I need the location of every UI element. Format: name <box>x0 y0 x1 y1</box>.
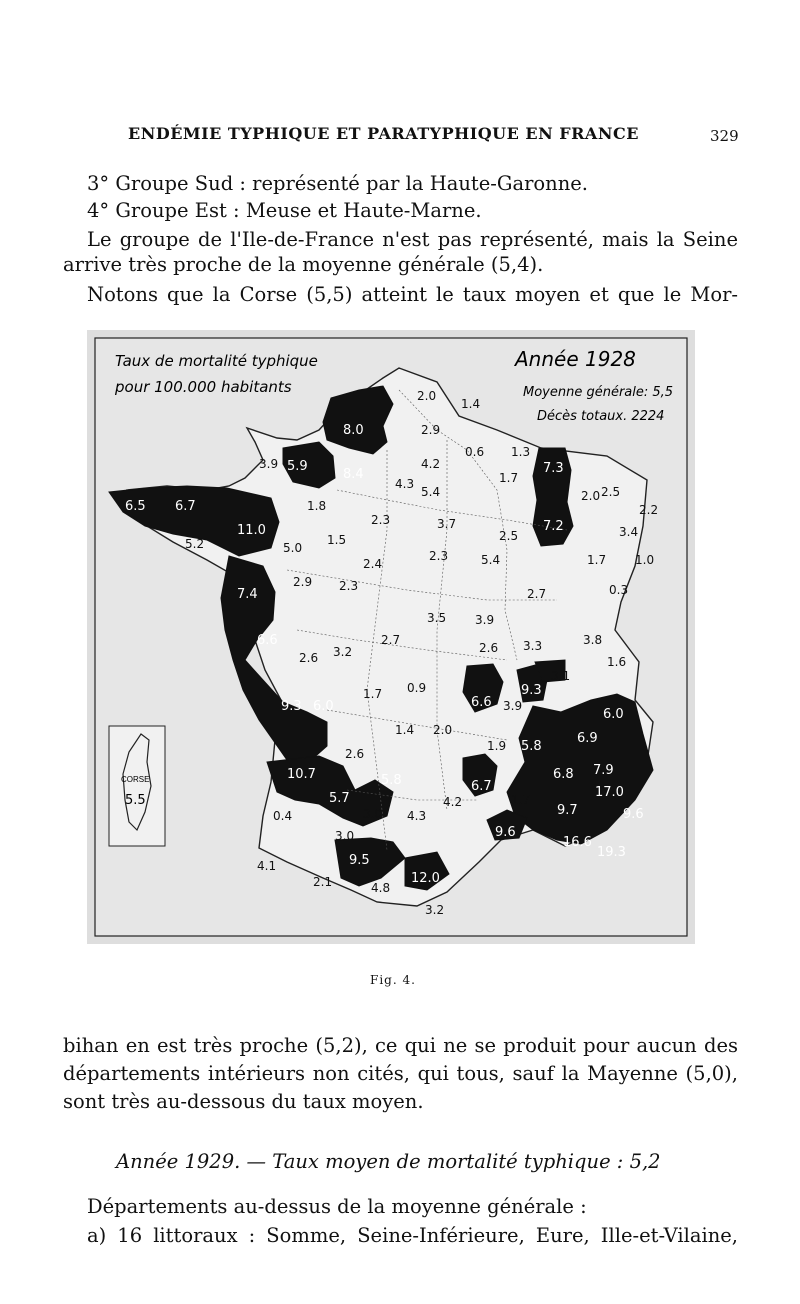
val-herault: 9.6 <box>495 825 516 840</box>
map-value-label: 2.3 <box>371 513 391 527</box>
val-cotes-du-nord: 6.7 <box>175 499 196 514</box>
map-value-label: 5.4 <box>421 485 441 499</box>
map-value-label: 2.0 <box>433 723 453 737</box>
map-value-label: 3.9 <box>259 457 279 471</box>
map-value-label: 0.6 <box>465 445 485 459</box>
map-title-line2: pour 100.000 habitants <box>115 378 292 396</box>
map-value-label: 1.5 <box>327 533 347 547</box>
map-value-label: 3.1 <box>551 669 571 683</box>
map-value-label: 3.5 <box>427 611 447 625</box>
map-value-label: 3.8 <box>583 633 603 647</box>
val-lot-et-garonne: 5.7 <box>329 791 350 806</box>
map-value-label: 3.2 <box>425 903 445 917</box>
map-value-label: 2.0 <box>417 389 437 403</box>
map-value-label: 2.3 <box>339 579 359 593</box>
map-value-label: 5.4 <box>481 553 501 567</box>
val-rhone: 9.3 <box>521 683 542 698</box>
map-title-line1: Taux de mortalité typhique <box>115 352 318 370</box>
val-aude: 12.0 <box>411 871 440 886</box>
map-value-label: 4.2 <box>421 457 441 471</box>
map-value-label: 2.6 <box>345 747 365 761</box>
map-value-label: 1.4 <box>461 397 481 411</box>
val-lot: 5.8 <box>381 773 402 788</box>
running-header: ENDÉMIE TYPHIQUE ET PARATYPHIQUE EN FRANCE <box>128 124 639 143</box>
val-gironde: 10.7 <box>287 767 316 782</box>
map-value-label: 1.8 <box>307 499 327 513</box>
map-value-label: 2.4 <box>363 557 383 571</box>
corse-label: CORSE <box>121 775 150 784</box>
val-vaucluse: 9.7 <box>557 803 578 818</box>
map-value-label: 0.3 <box>609 583 629 597</box>
val-calvados: 5.9 <box>287 459 308 474</box>
map-value-label: 4.3 <box>407 809 427 823</box>
map-value-label: 3.2 <box>333 645 353 659</box>
map-value-label: 4.1 <box>257 859 277 873</box>
val-hautes-alpes: 7.9 <box>593 763 614 778</box>
text-bottom-1: bihan en est très proche (5,2), ce qui ne se produit pour aucun des <box>63 1034 738 1057</box>
text-end-2: a) 16 littoraux : Somme, Seine-Inférieure, Eure, Ille-et-Vilaine, <box>87 1224 738 1247</box>
val-vendee: 6.6 <box>257 633 278 648</box>
map-value-label: 2.6 <box>299 651 319 665</box>
map-value-label: 3.0 <box>335 829 355 843</box>
map-value-label: 1.6 <box>607 655 627 669</box>
val-haute-garonne: 9.5 <box>349 853 370 868</box>
map-value-label: 3.4 <box>619 525 639 539</box>
map-value-label: 1.7 <box>511 793 531 807</box>
val-finistere: 6.5 <box>125 499 146 514</box>
text-bottom-2: départements intérieurs non cités, qui tous, sauf la Mayenne (5,0), <box>63 1062 738 1085</box>
val-seine-inferieure: 8.0 <box>343 423 364 438</box>
figure-caption: Fig. 4. <box>370 973 416 987</box>
val-isere: 6.9 <box>577 731 598 746</box>
map-value-label: 1.7 <box>499 471 519 485</box>
map-value-label: 5.0 <box>283 541 303 555</box>
text-line-3: Le groupe de l'Ile-de-France n'est pas représenté, mais la Seine <box>87 228 738 251</box>
val-drome: 6.8 <box>553 767 574 782</box>
val-haute-marne: 7.2 <box>543 519 564 534</box>
text-bottom-3: sont très au-dessous du taux moyen. <box>63 1090 424 1113</box>
map-value-label: 3.3 <box>523 639 543 653</box>
map-value-label: 3.9 <box>475 613 495 627</box>
val-basses-alpes: 17.0 <box>595 785 624 800</box>
map-value-label: 4.8 <box>371 881 391 895</box>
map-year: Année 1928 <box>515 347 636 371</box>
map-value-label: 1.4 <box>395 723 415 737</box>
map-value-label: 2.5 <box>601 485 621 499</box>
corse-value: 5.5 <box>125 793 146 808</box>
val-lozere: 6.7 <box>471 779 492 794</box>
val-loire-inferieure: 7.4 <box>237 587 258 602</box>
val-ardeche: 5.8 <box>521 739 542 754</box>
map-value-label: 0.9 <box>407 681 427 695</box>
map-value-label: 2.1 <box>313 875 333 889</box>
text-line-1: 3° Groupe Sud : représenté par la Haute-Garonne. <box>87 172 588 195</box>
map-value-label: 1.7 <box>363 687 383 701</box>
map-value-label: 2.6 <box>479 641 499 655</box>
map-value-label: 2.2 <box>639 503 659 517</box>
map-value-label: 2.7 <box>527 587 547 601</box>
val-charente-inf: 9.3 <box>281 699 302 714</box>
map-value-label: 4.2 <box>443 795 463 809</box>
map-value-label: 3.7 <box>437 517 457 531</box>
map-value-label: 1.3 <box>511 445 531 459</box>
section-heading: Année 1929. — Taux moyen de mortalité typhique : 5,2 <box>116 1150 661 1173</box>
val-meuse: 7.3 <box>543 461 564 476</box>
map-value-label: 2.3 <box>429 549 449 563</box>
map-value-label: 3.0 <box>363 807 383 821</box>
map-value-label: 2.0 <box>581 489 601 503</box>
text-line-4: arrive très proche de la moyenne générale (5,4). <box>63 253 544 276</box>
text-line-5: Notons que la Corse (5,5) atteint le taux moyen et que le Mor- <box>87 283 738 306</box>
map-average: Moyenne générale: 5,5 <box>523 385 674 400</box>
map-value-label: 5.2 <box>185 537 205 551</box>
val-var: 19.3 <box>597 845 626 860</box>
val-savoie: 6.0 <box>603 707 624 722</box>
map-value-label: 0.4 <box>273 809 293 823</box>
map-figure <box>87 330 695 944</box>
map-value-label: 1.9 <box>487 739 507 753</box>
map-deaths: Décès totaux. 2224 <box>537 409 665 424</box>
map-value-label: 1.7 <box>587 553 607 567</box>
map-value-label: 4.3 <box>395 477 415 491</box>
val-puy-de-dome: 6.6 <box>471 695 492 710</box>
map-value-label: 2.9 <box>293 575 313 589</box>
map-value-label: 1.0 <box>635 553 655 567</box>
val-eure: 8.4 <box>343 467 364 482</box>
val-bouches-du-rhone: 16.6 <box>563 835 592 850</box>
map-value-label: 2.7 <box>381 633 401 647</box>
val-alpes-maritimes: 9.6 <box>623 807 644 822</box>
text-end-1: Départements au-dessus de la moyenne générale : <box>87 1195 587 1218</box>
map-value-label: 2.5 <box>499 529 519 543</box>
map-value-label: 3.9 <box>503 699 523 713</box>
val-charente: 6.0 <box>313 699 334 714</box>
page-number: 329 <box>710 127 739 145</box>
map-value-label: 2.9 <box>421 423 441 437</box>
val-ille-et-vilaine: 11.0 <box>237 523 266 538</box>
text-line-2: 4° Groupe Est : Meuse et Haute-Marne. <box>87 199 482 222</box>
france-map <box>87 330 695 944</box>
